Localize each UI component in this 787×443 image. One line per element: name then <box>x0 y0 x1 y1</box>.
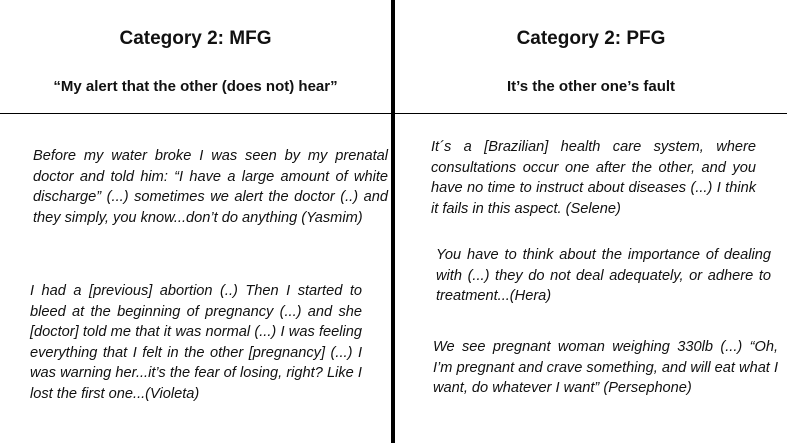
quote-violeta: I had a [previous] abortion (..) Then I started to bleed at the beginning of pregnancy (...) and she [doctor] told me that it was normal (...) I was feeling everything that I felt in the other [pregnancy] (...) I was warning her...it’s the fear of losing, right? Like I lost the first one...(Violeta) <box>30 283 362 402</box>
right-subtitle: It’s the other one’s fault <box>506 78 676 95</box>
left-subtitle: “My alert that the other (does not) hear” <box>53 78 338 95</box>
quote-selene: It´s a [Brazilian] health care system, where consultations occur one after the other, and you have no time to instruct about diseases (...) I think it fails in this aspect. (Selene) <box>431 139 756 217</box>
quote-yasmim: Before my water broke I was seen by my prenatal doctor and told him: “I have a large amount of white discharge” (...) sometimes we alert the doctor (..) and they simply, you know...don’t do anything (Yasmim) <box>33 148 388 226</box>
quote-persephone: We see pregnant woman weighing 330lb (...) “Oh, I’m pregnant and crave something, and will eat what I want, do whatever I want” (Persephone) <box>433 339 778 396</box>
left-category-title: Category 2: MFG <box>119 28 272 49</box>
right-category-title: Category 2: PFG <box>516 28 666 49</box>
quote-hera: You have to think about the importance of dealing with (...) they do not deal adequately, or adhere to treatment...(Hera) <box>436 247 771 304</box>
horizontal-divider <box>0 113 787 114</box>
vertical-divider <box>391 0 395 443</box>
